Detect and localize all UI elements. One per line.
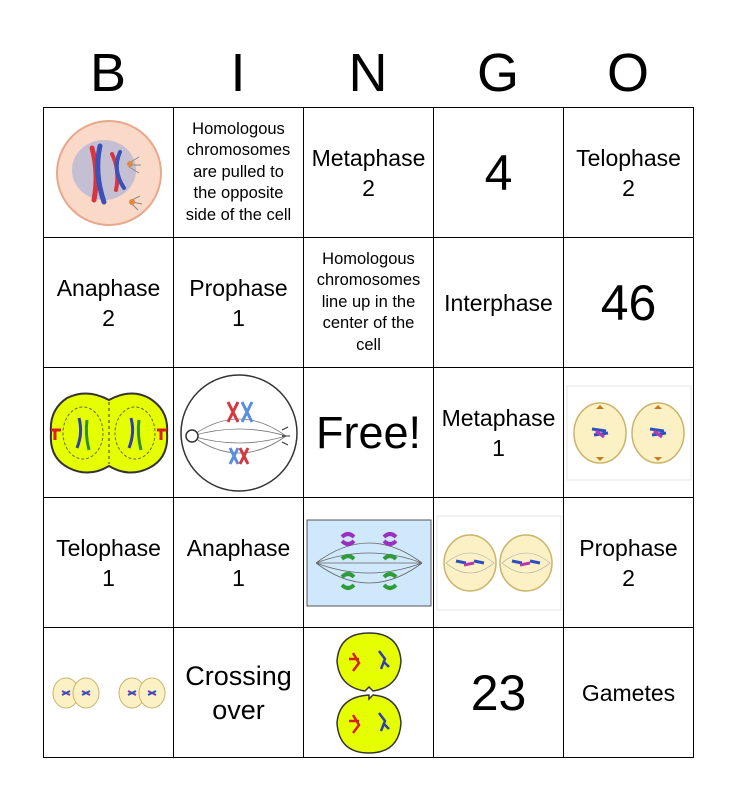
cell-r1c4[interactable] xyxy=(434,108,564,238)
cell-text: Homologous chromosomes are pulled to the opposite side of the cell xyxy=(185,119,292,224)
cell-text: Homologous chromosomes line up in the center of the cell xyxy=(316,249,421,354)
cell-text: Telophase 2 xyxy=(576,144,681,201)
cell-r5c2[interactable] xyxy=(174,628,304,758)
cell-r5c1[interactable] xyxy=(44,628,174,758)
two-cells-dividing-yellow-image xyxy=(331,629,407,757)
cell-text: Interphase xyxy=(444,289,553,316)
cell-r1c5[interactable] xyxy=(564,108,694,238)
cell-text: 4 xyxy=(484,144,513,201)
cell-text: Free! xyxy=(315,406,422,458)
cell-r1c2[interactable] xyxy=(174,108,304,238)
cell-text: Telophase 1 xyxy=(56,534,161,591)
cell-text: Prophase 1 xyxy=(189,274,288,331)
cell-r4c5[interactable] xyxy=(564,498,694,628)
cell-r1c1[interactable] xyxy=(44,108,174,238)
cell-r4c4[interactable] xyxy=(434,498,564,628)
cell-r1c3[interactable] xyxy=(304,108,434,238)
cell-text: Anaphase 1 xyxy=(186,534,291,591)
cell-r5c5[interactable] xyxy=(564,628,694,758)
cell-r3c4[interactable] xyxy=(434,368,564,498)
cell-text: Metaphase 1 xyxy=(441,404,556,461)
cell-text: Gametes xyxy=(581,679,676,706)
cell-text: Anaphase 2 xyxy=(56,274,161,331)
cell-r3c3[interactable] xyxy=(304,368,434,498)
cell-metaphase-spindle-image xyxy=(178,372,300,494)
header-letter-n: N xyxy=(348,43,388,103)
cell-r5c4[interactable] xyxy=(434,628,564,758)
header-letter-o: O xyxy=(606,43,649,103)
cell-r5c3[interactable] xyxy=(304,628,434,758)
bingo-header xyxy=(43,38,693,108)
header-letter-i: I xyxy=(230,43,246,103)
cell-telophase-1-yellow-image xyxy=(47,388,171,478)
cell-prophase-image xyxy=(54,118,164,228)
cell-r4c3[interactable] xyxy=(304,498,434,628)
two-cells-prophase-2-image xyxy=(566,385,692,481)
cell-text: Prophase 2 xyxy=(579,534,678,591)
bingo-grid xyxy=(43,107,694,758)
cell-r2c3[interactable] xyxy=(304,238,434,368)
cell-r2c1[interactable] xyxy=(44,238,174,368)
cell-r4c1[interactable] xyxy=(44,498,174,628)
cell-r2c2[interactable] xyxy=(174,238,304,368)
cell-text: Metaphase 2 xyxy=(311,144,426,201)
cell-r3c5[interactable] xyxy=(564,368,694,498)
cell-r4c2[interactable] xyxy=(174,498,304,628)
header-letter-g: G xyxy=(476,43,519,103)
cell-r3c2[interactable] xyxy=(174,368,304,498)
cell-r2c4[interactable] xyxy=(434,238,564,368)
cell-r2c5[interactable] xyxy=(564,238,694,368)
two-cells-metaphase-2-image xyxy=(436,515,562,611)
cell-r3c1[interactable] xyxy=(44,368,174,498)
two-cells-small-image xyxy=(48,673,170,713)
cell-text: 46 xyxy=(600,274,657,331)
cell-anaphase-spindle-image xyxy=(306,519,432,607)
cell-text: Crossing over xyxy=(185,660,292,725)
header-letter-b: B xyxy=(89,43,127,103)
cell-text: 23 xyxy=(470,664,527,721)
